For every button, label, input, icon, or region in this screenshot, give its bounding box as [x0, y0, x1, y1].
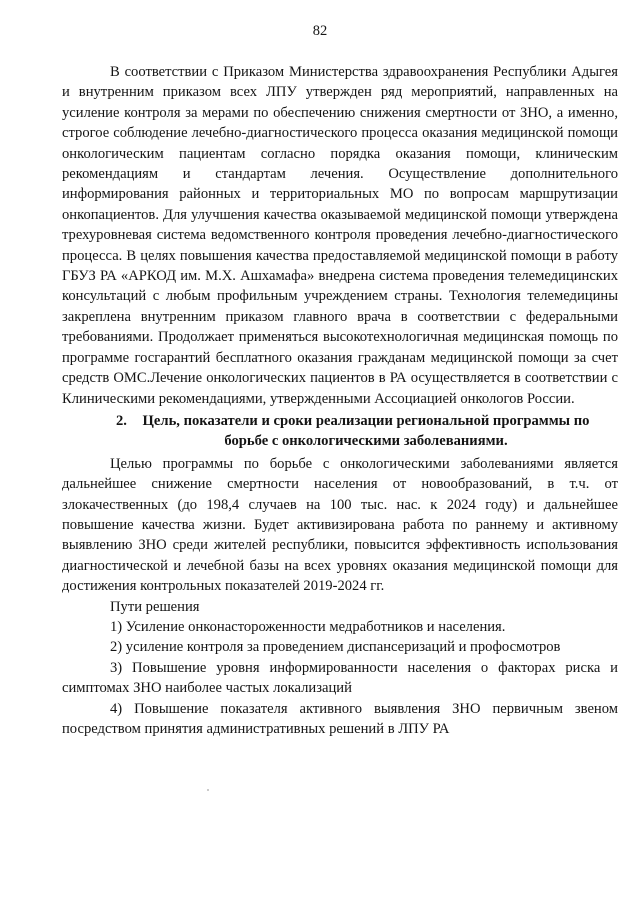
- section-number: 2.: [116, 412, 127, 429]
- solution-item-4: 4) Повышение показателя активного выявления ЗНО первичным звеном посредством принятия административных решений в ЛПУ РА: [62, 700, 618, 737]
- paragraph-ministry-order: В соответствии с Приказом Министерства здравоохранения Республики Адыгея и внутренним приказом всех ЛПУ утвержден ряд мероприятий, направленных на усиление контроля за мерами по обеспечению снижения смертности от ЗНО, а именно, строгое соблюдение лечебно-диагностического процесса оказания медицинской помощи онкологическим пациентам согласно порядка оказания помощи, клиническим рекомендациям и стандартам лечения. Осуществление дополнительного информирования районных и территориальных МО по вопросам маршрутизации онкопациентов. Для улучшения качества оказываемой медицинской помощи утверждена трехуровневая система ведомственного контроля проведения лечебно-диагностического процесса. В целях повышения качества предоставляемой медицинской помощи в работу ГБУЗ РА «АРКОД им. М.Х. Ашхамафа» внедрена система проведения телемедицинских консультаций с любым профильным учреждением страны. Технология телемедицины закреплена внутренним приказом главного врача в соответствии с федеральными требованиями. Продолжает применяться высокотехнологичная медицинская помощь по программе госгарантий бесплатного оказания гражданам медицинской помощи за счет средств ОМС.Лечение онкологических пациентов в РА осуществляется в соответствии с Клиническими рекомендациями, утвержденными Ассоциацией онкологов России.: [62, 64, 618, 407]
- paragraph-program-goal: Целью программы по борьбе с онкологическими заболеваниями является дальнейшее снижение смертности населения от новообразований, в т.ч. от злокачественных (до 198,4 случаев на 100 тыс. нас. к 2024 году) и дальнейшее повышение качества жизни. Будет активизирована работа по раннему и активному выявлению ЗНО среди жителей республики, повысится эффективность использования диагностической и лечебной базы на всех уровнях оказания медицинской помощи для достижения контрольных показателей 2019-2024 гг.: [62, 455, 618, 595]
- page-number: 82: [312, 23, 328, 39]
- section-title-line-2: борьбе с онкологическими заболеваниями.: [224, 433, 508, 450]
- solution-item-1: 1) Усиление онконастороженности медработников и населения.: [110, 618, 506, 635]
- section-title-line-1: Цель, показатели и сроки реализации региональной программы по: [142, 412, 590, 429]
- solution-item-2: 2) усиление контроля за проведением диспансеризаций и профосмотров: [110, 639, 561, 656]
- scan-speck: [207, 789, 209, 791]
- solutions-title: Пути решения: [110, 598, 200, 615]
- solution-item-3: 3) Повышение уровня информированности населения о факторах риска и симптомах ЗНО наиболее частых локализаций: [62, 659, 618, 697]
- section-heading: [62, 411, 618, 452]
- page-content: [62, 62, 618, 739]
